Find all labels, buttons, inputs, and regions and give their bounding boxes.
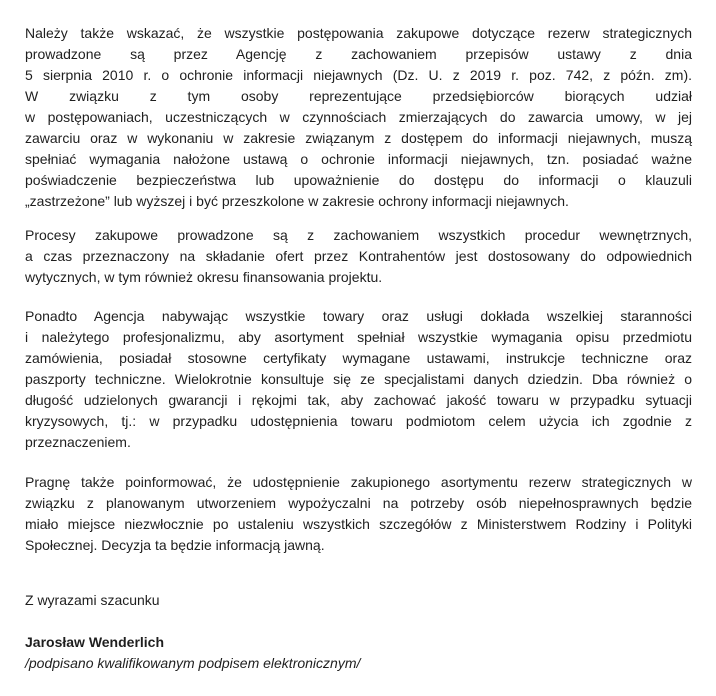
text-line: poświadczenie bezpieczeństwa lub upoważnienie do dostępu do informacji o klauzuli xyxy=(25,172,692,188)
text-line: długość udzielonych gwarancji i rękojmi tak, aby zachować jakość towaru w przypadku sytuacji xyxy=(25,392,692,408)
text-line: paszporty techniczne. Wielokrotnie konsultuje się ze specjalistami danych dziedzin. Dba również o xyxy=(25,371,692,387)
text-line: Procesy zakupowe prowadzone są z zachowaniem wszystkich procedur wewnętrznych, xyxy=(25,227,692,243)
text-line: Społecznej. Decyzja ta będzie informacją jawną. xyxy=(25,537,325,553)
text-line: zawarciu oraz w wykonaniu w zakresie związanym z dostępem do informacji niejawnych, muszą xyxy=(25,130,692,146)
paragraph-4 xyxy=(25,472,692,556)
paragraph-2 xyxy=(25,225,692,288)
text-line: Ponadto Agencja nabywając wszystkie towary oraz usługi dokłada wszelkiej staranności xyxy=(25,308,692,324)
text-line: spełniać wymagania nałożone ustawą o ochronie informacji niejawnych, tzn. posiadać ważne xyxy=(25,151,692,167)
paragraph-1 xyxy=(25,23,692,212)
text-line: wytycznych, w tym również okresu finansowania projektu. xyxy=(25,269,383,285)
text-line: 5 sierpnia 2010 r. o ochronie informacji niejawnych (Dz. U. z 2019 r. poz. 742, z późn. zm). xyxy=(25,67,692,83)
signature-name: Jarosław Wenderlich xyxy=(25,634,165,650)
signature-note: /podpisano kwalifikowanym podpisem elektronicznym/ xyxy=(25,655,361,671)
text-line: w postępowaniach, uczestniczących w czynnościach zmierzających do zawarcia umowy, w jej xyxy=(25,109,692,125)
closing-salutation: Z wyrazami szacunku xyxy=(25,592,160,608)
text-line: kryzysowych, tj.: w przypadku udostępnienia towaru podmiotom celem użycia ich zgodnie z xyxy=(25,413,692,429)
text-line: przeznaczeniem. xyxy=(25,434,131,450)
paragraph-3 xyxy=(25,306,692,453)
text-line: prowadzone są przez Agencję z zachowaniem przepisów ustawy z dnia xyxy=(25,46,692,62)
text-line: Pragnę także poinformować, że udostępnienie zakupionego asortymentu rezerw strategicznych w xyxy=(25,474,692,490)
text-line: W związku z tym osoby reprezentujące przedsiębiorców biorących udział xyxy=(25,88,692,104)
text-line: miało miejsce niezwłocznie po ustaleniu wszystkich szczegółów z Ministerstwem Rodziny i Polityki xyxy=(25,516,692,532)
text-line: Należy także wskazać, że wszystkie postępowania zakupowe dotyczące rezerw strategicznych xyxy=(25,25,692,41)
text-line: zamówienia, posiadał stosowne certyfikaty wymagane ustawami, instrukcje techniczne oraz xyxy=(25,350,692,366)
text-line: a czas przeznaczony na składanie ofert przez Kontrahentów jest dostosowany do odpowiednich xyxy=(25,248,692,264)
text-line: „zastrzeżone” lub wyższej i być przeszkolone w zakresie ochrony informacji niejawnych. xyxy=(25,193,569,209)
text-line: i należytego profesjonalizmu, aby asortyment spełniał wszystkie wymagania opisu przedmiotu xyxy=(25,329,692,345)
text-line: związku z planowanym utworzeniem wypożyczalni na potrzeby osób niepełnosprawnych będzie xyxy=(25,495,692,511)
